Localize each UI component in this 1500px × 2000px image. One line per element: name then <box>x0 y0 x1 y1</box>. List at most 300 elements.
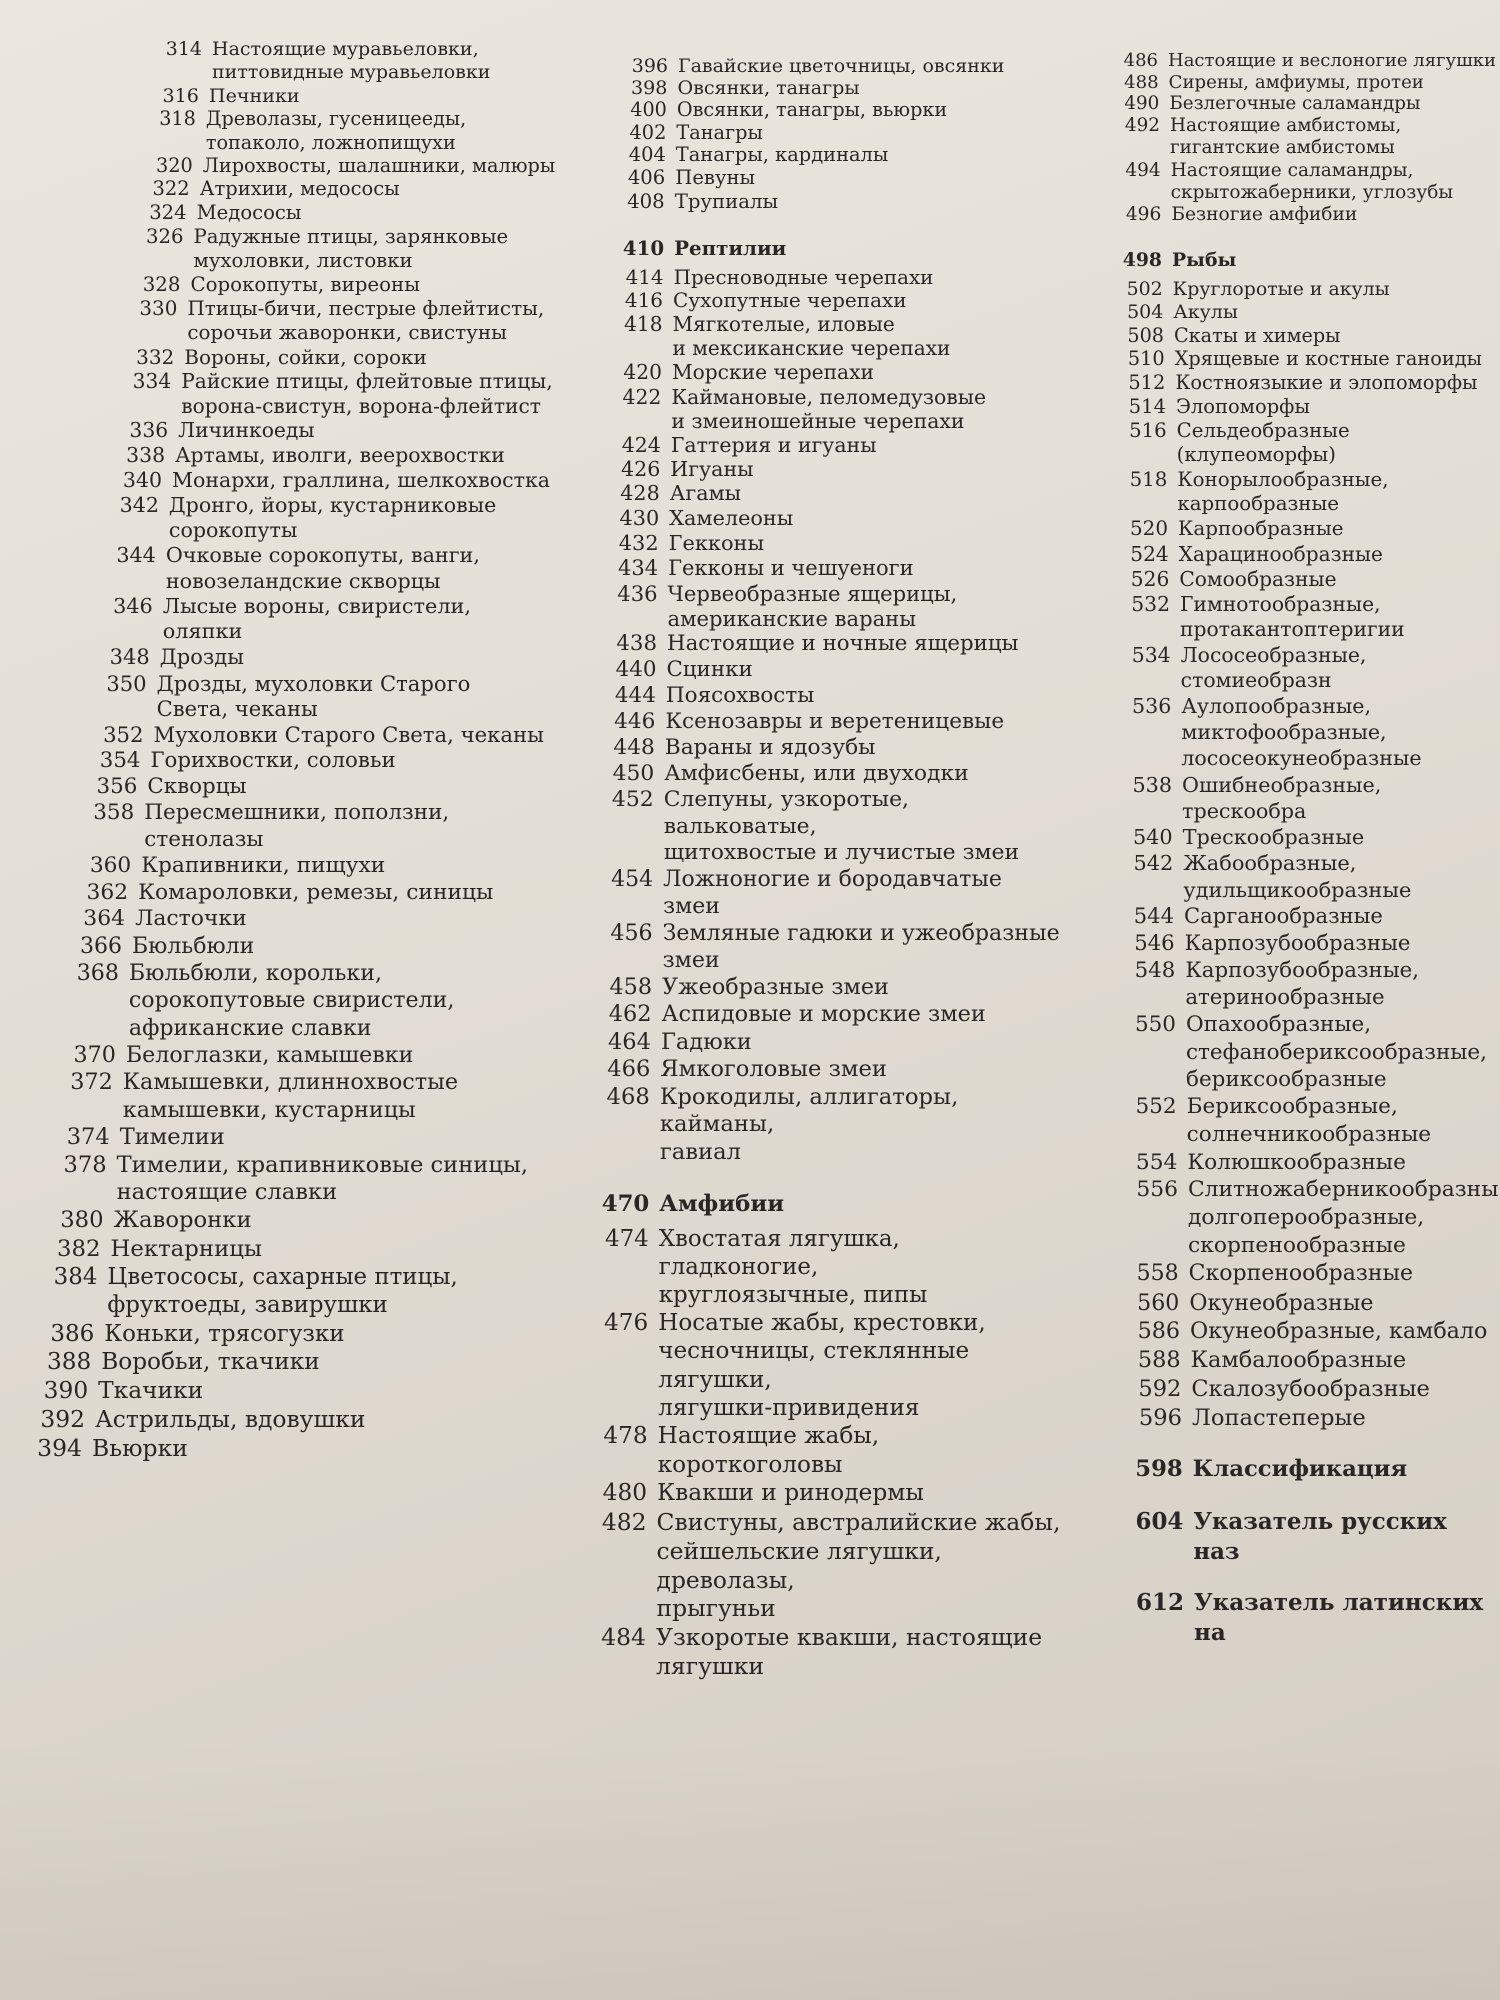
page-number: 486 <box>1123 50 1158 71</box>
page-number: 552 <box>1135 1094 1177 1120</box>
entry-text-line: Мягкотелые, иловые <box>672 312 895 337</box>
contents-entry <box>96 774 560 800</box>
contents-entry <box>66 1124 560 1152</box>
page-number: 328 <box>142 272 181 296</box>
contents-entry <box>1123 50 1500 72</box>
contents-entry <box>1130 516 1500 542</box>
page-number: 410 <box>622 235 665 260</box>
page-number: 444 <box>614 682 656 708</box>
entry-text-line: Сухопутные черепахи <box>673 288 907 313</box>
contents-entry <box>73 1041 560 1069</box>
page-number: 480 <box>602 1479 648 1507</box>
page-number: 466 <box>607 1056 651 1082</box>
entry-text-line: Колюшкообразные <box>1187 1149 1406 1175</box>
page-number: 548 <box>1134 957 1176 983</box>
contents-entry <box>622 384 1065 433</box>
page-number: 534 <box>1131 642 1171 667</box>
contents-entry <box>1128 371 1500 395</box>
page-number: 378 <box>63 1151 107 1178</box>
page-number: 362 <box>86 879 129 905</box>
section-heading <box>1135 1455 1500 1485</box>
contents-entry <box>617 580 1065 632</box>
entry-text-line: Печники <box>208 84 300 107</box>
page-number: 338 <box>126 443 166 468</box>
entry-text-line: Круглоротые и акулы <box>1172 277 1390 300</box>
entry-text-line: Вороны, сойки, сороки <box>184 345 427 369</box>
entry-text-line: американские вараны <box>667 606 917 632</box>
entry-text-line: Рыбы <box>1172 248 1237 271</box>
page-number: 536 <box>1132 693 1172 718</box>
entry-text-line: Сарганообразные <box>1184 903 1383 929</box>
entry-text-line: Хрящевые и костные ганоиды <box>1174 347 1482 371</box>
contents-entry <box>89 853 560 880</box>
entry-text-line: топаколо, ложнопищухи <box>205 130 456 154</box>
page-number: 508 <box>1127 323 1164 347</box>
page-number: 586 <box>1137 1318 1180 1345</box>
entry-text-line: Света, чеканы <box>156 696 318 722</box>
entry-text-line: Трупиалы <box>674 189 779 213</box>
entry-text-line: лягушки <box>656 1652 765 1681</box>
contents-entry <box>149 200 560 225</box>
entry-text-line: Лысые вороны, свиристели, <box>162 593 472 618</box>
entry-text-line: Лопастеперые <box>1192 1404 1366 1431</box>
page-number: 320 <box>155 153 193 177</box>
page-number: 448 <box>613 734 655 760</box>
page-number: 428 <box>620 481 660 506</box>
contents-entry <box>113 593 560 645</box>
contents-entry <box>630 76 1065 99</box>
page-number: 490 <box>1124 93 1160 115</box>
page-number: 558 <box>1136 1261 1179 1287</box>
page-number: 504 <box>1127 300 1164 323</box>
entry-text-line: Харацинообразные <box>1178 541 1383 566</box>
page-number: 474 <box>605 1225 649 1252</box>
entry-text-line: Ошибнеобразные, трескообра <box>1182 772 1382 823</box>
entry-text-line: Опахообразные, <box>1186 1012 1372 1038</box>
page-number: 330 <box>139 296 178 320</box>
contents-entry <box>624 288 1065 313</box>
entry-text-line: гигантские амбистомы <box>1170 137 1395 159</box>
page-number: 396 <box>631 55 668 77</box>
entry-text-line: Гекконы и чешуеноги <box>668 555 914 580</box>
entry-text-line: Указатель русских наз <box>1193 1507 1447 1565</box>
entry-text-line: Сирены, амфиумы, протеи <box>1168 71 1424 93</box>
entry-text-line: Настоящие и ночные ящерицы <box>667 631 1019 657</box>
contents-entry <box>1126 277 1500 301</box>
page-number: 540 <box>1132 824 1173 849</box>
page-number: 364 <box>83 906 126 932</box>
page-number: 498 <box>1122 248 1162 271</box>
contents-entry <box>1131 591 1500 643</box>
entry-text-line: Ткачики <box>98 1376 204 1404</box>
entry-text-line: стенолазы <box>144 826 264 852</box>
entry-text-line: удильщикообразные <box>1183 877 1412 902</box>
section-heading <box>1135 1507 1500 1567</box>
contents-entry <box>631 55 1065 77</box>
entry-text-line: Бюльбюли <box>132 934 255 960</box>
entry-text-line: Воробьи, ткачики <box>101 1348 320 1376</box>
page-number: 352 <box>103 722 144 748</box>
entry-text-line: Цветососы, сахарные птицы, <box>107 1264 458 1291</box>
page-number: 346 <box>113 593 153 618</box>
contents-entry <box>83 906 560 933</box>
page-number: 478 <box>603 1422 648 1450</box>
page-number: 426 <box>620 457 661 481</box>
contents-entry <box>1134 1011 1500 1093</box>
section-heading <box>1135 1588 1500 1648</box>
section-heading <box>1122 248 1500 272</box>
page-number: 484 <box>601 1623 646 1652</box>
contents-entry <box>607 1028 1065 1056</box>
contents-entry <box>610 920 1065 974</box>
entry-text-line: Лирохвосты, шалашники, малюры <box>202 153 556 177</box>
contents-entry <box>70 1069 560 1124</box>
entry-text-line: Хвостатая лягушка, гладконогие, <box>658 1225 900 1280</box>
page-number: 324 <box>149 200 187 224</box>
page-number: 400 <box>630 98 667 122</box>
entry-text-line: Личинкоеды <box>178 418 315 443</box>
contents-entry <box>612 760 1065 787</box>
contents-entry <box>80 933 560 960</box>
contents-entry <box>1132 693 1500 772</box>
entry-text-line: Безногие амфибии <box>1171 204 1358 226</box>
entry-text-line: Древолазы, гусеницееды, <box>205 107 467 131</box>
entry-text-line: Классификация <box>1192 1456 1408 1483</box>
page-number: 462 <box>608 1001 652 1028</box>
contents-entry <box>619 506 1065 531</box>
entry-text-line: Безлегочные саламандры <box>1169 93 1421 115</box>
entry-text-line: Дрозды <box>159 644 244 669</box>
page-number: 550 <box>1134 1012 1176 1038</box>
contents-entry <box>624 312 1066 361</box>
entry-text-line: протакантоптеригии <box>1180 617 1405 642</box>
page-number: 344 <box>116 543 156 568</box>
contents-entry <box>152 177 560 201</box>
contents-entry <box>40 1405 560 1434</box>
contents-entry <box>43 1376 560 1406</box>
page-number: 502 <box>1126 277 1163 300</box>
contents-entry <box>1125 204 1500 227</box>
entry-text-line: Гавайские цветочницы, овсянки <box>678 55 1005 77</box>
entry-text-line: Ямкоголовые змеи <box>660 1056 887 1082</box>
entry-text-line: Сцинки <box>666 656 753 682</box>
entry-text-line: прыгуньи <box>656 1594 776 1623</box>
contents-column-2 <box>560 55 1065 1681</box>
contents-entry <box>159 107 560 154</box>
entry-text-line: Костноязыкие и элопоморфы <box>1175 371 1478 395</box>
entry-text-line: Карпозубообразные, <box>1185 957 1420 983</box>
contents-entry <box>103 722 560 748</box>
page-number: 416 <box>624 288 664 313</box>
entry-text-line: Аспидовые и морские змеи <box>661 1001 986 1028</box>
entry-text-line: Белоглазки, камышевки <box>125 1041 414 1068</box>
entry-text-line: Скалозубообразные <box>1191 1375 1430 1402</box>
entry-text-line: Крапивники, пищухи <box>141 853 386 879</box>
page-number: 532 <box>1131 591 1170 616</box>
page-number: 432 <box>618 530 659 555</box>
contents-entry <box>119 492 560 543</box>
page-number: 476 <box>604 1310 649 1337</box>
page-number: 592 <box>1138 1375 1182 1402</box>
contents-entry <box>1129 467 1500 517</box>
page-number: 372 <box>70 1069 113 1096</box>
entry-text-line: Танагры <box>676 120 763 144</box>
contents-entry <box>611 866 1065 920</box>
entry-text-line: атеринообразные <box>1185 984 1385 1010</box>
entry-text-line: Узкоротые квакши, настоящие <box>656 1623 1043 1652</box>
entry-text-line: стефанобериксообразные, <box>1186 1039 1487 1065</box>
entry-text-line: Червеобразные ящерицы, <box>667 580 958 606</box>
entry-text-line: Бериксообразные, <box>1186 1094 1398 1120</box>
contents-entry <box>1130 541 1500 567</box>
contents-entry <box>604 1309 1065 1422</box>
contents-entry <box>1137 1346 1500 1375</box>
contents-entry <box>142 272 560 297</box>
contents-entry <box>629 120 1065 145</box>
contents-entry <box>630 98 1065 122</box>
page-number: 612 <box>1135 1589 1184 1617</box>
entry-text-line: Жабообразные, <box>1183 851 1357 876</box>
entry-text-line: Астрильды, вдовушки <box>95 1405 366 1434</box>
page-number: 492 <box>1124 115 1160 137</box>
entry-text-line: скорпенообразные <box>1188 1233 1406 1259</box>
contents-entry <box>1127 347 1500 371</box>
entry-text-line: Медососы <box>196 200 302 224</box>
page-number: 526 <box>1130 566 1170 591</box>
entry-text-line: Дрозды, мухоловки Старого <box>156 670 471 696</box>
entry-text-line: гавиал <box>659 1139 742 1166</box>
entry-text-line: Настоящие жабы, короткоголовы <box>657 1422 880 1478</box>
page-number: 470 <box>601 1190 650 1217</box>
entry-text-line: Крокодилы, аллигаторы, кайманы, <box>659 1083 959 1138</box>
contents-entry <box>609 974 1065 1001</box>
entry-text-line: Амфисбены, или двуходки <box>664 760 969 786</box>
contents-entry <box>63 1151 560 1208</box>
entry-text-line: Настоящие муравьеловки, <box>212 38 479 60</box>
entry-text-line: ворона-свистун, ворона-флейтист <box>181 393 541 418</box>
page-number: 468 <box>606 1083 650 1110</box>
page-number: 350 <box>106 670 147 696</box>
contents-entry <box>129 418 560 443</box>
entry-text-line: Бюльбюли, корольки, <box>128 960 382 987</box>
entry-text-line: Указатель латинских на <box>1194 1589 1484 1647</box>
contents-entry <box>603 1422 1065 1479</box>
contents-entry <box>1127 323 1500 348</box>
entry-text-line: Очковые сорокопуты, ванги, <box>165 543 480 568</box>
contents-entry <box>1124 71 1500 94</box>
page-number: 402 <box>629 120 667 144</box>
page-number: 496 <box>1125 204 1162 226</box>
contents-entry <box>616 631 1065 657</box>
page-number: 542 <box>1133 851 1174 876</box>
page-number: 604 <box>1135 1507 1184 1535</box>
entry-text-line: Лососеобразные, стомиеобразн <box>1180 642 1367 693</box>
entry-text-line: Камбалообразные <box>1190 1346 1407 1373</box>
contents-entry <box>37 1434 560 1463</box>
page-number: 354 <box>99 748 141 773</box>
page-number: 538 <box>1132 772 1172 797</box>
contents-entry <box>1138 1375 1500 1404</box>
contents-entry <box>50 1320 560 1348</box>
entry-text-line: Танагры, кардиналы <box>675 143 889 167</box>
entry-text-line: Слепуны, узкоротые, вальковатые, <box>663 787 910 839</box>
contents-entry <box>628 143 1065 167</box>
entry-text-line: круглоязычные, пипы <box>658 1282 928 1309</box>
page-number: 596 <box>1138 1404 1182 1431</box>
entry-text-line: Конорылообразные, <box>1177 467 1389 491</box>
contents-entry <box>605 1225 1065 1309</box>
page-number: 546 <box>1134 929 1175 955</box>
entry-text-line: Рептилии <box>674 235 787 260</box>
contents-entry <box>1136 1260 1500 1288</box>
contents-entry <box>614 682 1065 709</box>
entry-text-line: Сельдеобразные (клупеоморфы) <box>1176 419 1350 467</box>
contents-entry <box>1134 957 1500 1011</box>
entry-text-line: Каймановые, пеломедузовые <box>671 384 987 409</box>
page-number: 424 <box>621 432 661 457</box>
page-number: 456 <box>610 920 653 947</box>
contents-entry <box>1134 929 1500 957</box>
contents-entry <box>613 734 1065 761</box>
page-number: 384 <box>53 1264 98 1291</box>
entry-text-line: лососеокунеобразные <box>1181 745 1422 770</box>
page-number: 488 <box>1124 71 1159 93</box>
page-number: 398 <box>630 76 668 99</box>
page-number: 598 <box>1135 1456 1183 1483</box>
page-number: 392 <box>40 1405 86 1434</box>
page-number: 380 <box>60 1207 104 1234</box>
entry-text-line: чесночницы, стеклянные лягушки, <box>658 1338 970 1393</box>
page-number: 390 <box>43 1376 89 1404</box>
page-number: 514 <box>1128 395 1166 419</box>
entry-text-line: Поясохвосты <box>665 682 815 708</box>
contents-column-3 <box>1060 50 1500 1654</box>
entry-text-line: настоящие славки <box>116 1179 338 1206</box>
entry-text-line: лягушки-привидения <box>658 1395 920 1422</box>
entry-text-line: Нектарницы <box>110 1236 263 1263</box>
page-number: 408 <box>627 189 665 213</box>
entry-text-line: скрытожаберники, углозубы <box>1170 181 1454 203</box>
entry-text-line: Сомообразные <box>1179 566 1337 591</box>
contents-entry <box>126 443 560 468</box>
section-heading <box>622 235 1065 260</box>
contents-entry <box>625 266 1065 290</box>
contents-entry <box>1129 419 1500 468</box>
contents-entry <box>627 165 1065 190</box>
page-number: 356 <box>96 774 138 800</box>
entry-text-line: оляпки <box>162 619 243 644</box>
contents-entry <box>155 153 560 178</box>
entry-text-line: Певуны <box>675 165 756 189</box>
entry-text-line: сорокопуты <box>168 518 298 543</box>
contents-entry <box>1127 300 1500 324</box>
contents-entry <box>165 38 560 84</box>
page-number: 336 <box>129 418 169 443</box>
entry-text-line: Настоящие и веслоногие лягушки <box>1168 50 1497 71</box>
contents-entry <box>136 345 560 369</box>
entry-text-line: Гадюки <box>660 1028 752 1055</box>
contents-entry <box>53 1263 560 1319</box>
entry-text-line: Дронго, йоры, кустарниковые <box>168 492 497 517</box>
contents-entry <box>1125 159 1500 205</box>
page-number: 374 <box>66 1124 110 1151</box>
page-number: 560 <box>1137 1289 1180 1316</box>
page-number: 334 <box>132 369 172 394</box>
contents-entry <box>145 224 560 273</box>
page-number: 314 <box>165 38 202 60</box>
contents-entry <box>132 369 560 418</box>
entry-text-line: Ложноногие и бородавчатые змеи <box>663 866 1002 919</box>
contents-entry <box>99 748 560 774</box>
entry-text-line: питтовидные муравьеловки <box>212 61 491 83</box>
page-number: 368 <box>76 960 119 987</box>
contents-entry <box>1136 1176 1500 1260</box>
entry-text-line: карпообразные <box>1177 492 1339 516</box>
entry-text-line: Ксенозавры и веретеницевые <box>665 708 1005 734</box>
entry-text-line: Гимнотообразные, <box>1180 591 1381 616</box>
entry-text-line: Птицы-бичи, пестрые флейтисты, <box>187 296 545 320</box>
contents-entry <box>76 960 560 1042</box>
contents-entry <box>116 543 560 594</box>
page-number: 358 <box>93 800 135 826</box>
contents-entry <box>601 1623 1065 1681</box>
contents-entry <box>608 1001 1066 1028</box>
contents-entry <box>1124 93 1500 115</box>
entry-text-line: новозеландские скворцы <box>165 568 441 593</box>
page-number: 340 <box>122 467 162 492</box>
page-number: 418 <box>624 312 663 337</box>
entry-text-line: Акулы <box>1173 300 1238 323</box>
contents-entry <box>1131 642 1500 694</box>
entry-text-line: щитохвостые и лучистые змеи <box>663 840 1020 866</box>
contents-entry <box>618 530 1065 556</box>
page-number: 450 <box>612 760 655 786</box>
entry-text-line: Слитножаберникообразны <box>1188 1177 1499 1203</box>
contents-entry <box>106 670 560 723</box>
page-number: 422 <box>622 384 662 409</box>
page-number: 510 <box>1127 347 1165 371</box>
entry-text-line: долгопероoбразные, <box>1188 1205 1425 1231</box>
contents-entry <box>109 644 560 671</box>
page-number: 452 <box>611 787 654 813</box>
contents-entry <box>1137 1289 1500 1318</box>
contents-entry <box>620 481 1065 506</box>
contents-entry <box>1130 566 1500 592</box>
page-number: 518 <box>1129 467 1168 491</box>
entry-text-line: Аулопообразные, <box>1181 693 1371 718</box>
page-shadow <box>0 1740 1500 2000</box>
page-number: 512 <box>1128 371 1166 395</box>
contents-entry <box>620 457 1065 481</box>
entry-text-line: Амфибии <box>659 1190 785 1217</box>
entry-text-line: Морские черепахи <box>671 359 874 384</box>
entry-text-line: Вьюрки <box>92 1434 188 1463</box>
entry-text-line: Настоящие амбистомы, <box>1170 115 1402 137</box>
entry-text-line: Камышевки, длиннохвостые <box>122 1069 459 1096</box>
page-number: 464 <box>607 1028 651 1055</box>
contents-entry <box>1137 1317 1500 1346</box>
contents-entry <box>1132 824 1500 850</box>
entry-text-line: Артамы, иволги, веерохвостки <box>175 443 505 468</box>
contents-entry <box>607 1056 1065 1084</box>
page-number: 524 <box>1130 541 1169 566</box>
entry-text-line: Ужеобразные змеи <box>662 974 889 1001</box>
entry-text-line: Пересмешники, поползни, <box>144 800 450 826</box>
entry-text-line: миктофообразные, <box>1181 719 1387 744</box>
entry-text-line: Райские птицы, флейтовые птицы, <box>181 369 553 394</box>
page-number: 326 <box>145 224 184 248</box>
contents-entry <box>122 467 560 493</box>
